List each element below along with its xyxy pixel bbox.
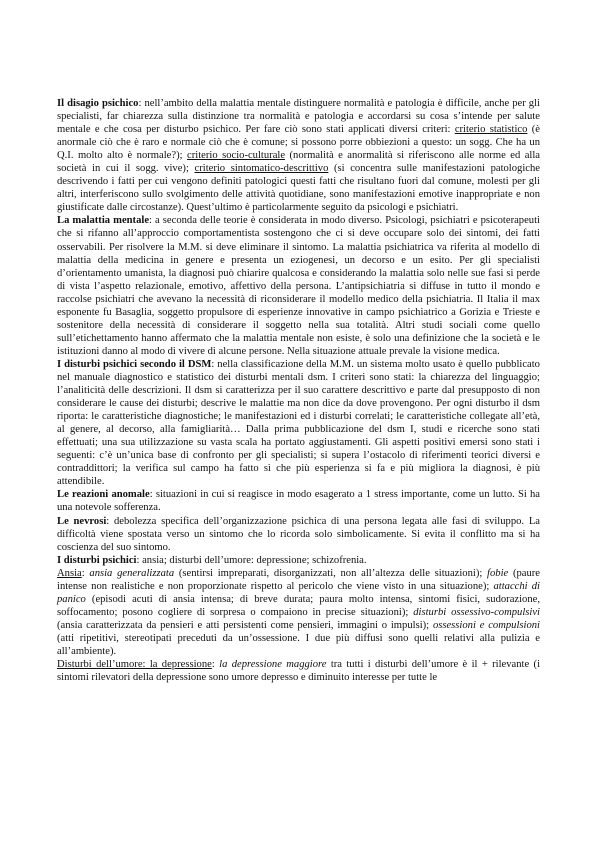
text-run: : a seconda delle teorie è considerata in modo diverso. Psicologi, psichiatri e psicoterapeuti che si rifanno all’approccio comportamentista sostengono che ci si deve occupare solo dei sintomi, dei fatti osservabili. Per risolvere la M.M. si deve eliminare il sintomo. La malattia psichiatrica va riferita al modello di malattia della medicina in genere e presenta un eziogenesi, un decorso e un esito. Per gli specialisti d’orientamento umanista, la diagnosi può chiarire qualcosa e considerando la malattia solo nelle sue fasi si perde di vista l’aspetto relazionale, emotivo, affettivo della persona. L’antipsichiatria si diffuse in tutto il mondo e raccolse psichiatri che avevano la necessità di riconsiderare il modello medico della psichiatria. Il Italia il max esponente fu Basaglia, soggetto propulsore di esperienze innovative in campo psichiatrico a Gorizia e Trieste e sostenitore della necessità di considerare il soggetto nella sua totalità. Altri studi sociali come quello sull’etichettamento hanno affermato che la malattia mentale non esiste, è solo una definizione che la società e le istituzioni danno al modo di vivere di alcune persone. Nella situazione attuale prevale la visione medica. [57,215,540,357]
text-run: : [211,659,220,671]
paragraph-reazioni-anomale [57,488,540,514]
text-run: (ansia caratterizzata da pensieri e atti persistenti come pensieri, immagini o impulsi); [57,619,433,631]
italic-term: ansia generalizzata [89,567,175,579]
italic-term: disturbi ossessivo-compulsivi [413,606,540,618]
text-run: : nella classificazione della M.M. un sistema molto usato è quello pubblicato nel manuale diagnostico e statistico dei disturbi mentali dsm. I criteri sono stati: la chiarezza del linguaggio; l’analiticità delle descrizioni. Il dsm si caratterizza per il suo carattere descrittivo e parte dal presupposto di non considerare le cause dei disturbi; descrive le malattie ma non dice da dove provengono. Per ogni disturbo il dsm riporta: le caratteristiche diagnostiche; le manifestazioni ed i disturbi correlati; le caratteristiche collegate all’età, al genere, al decorso, alla famigliarità… Dalla prima pubblicazione del dsm I, studi e ricerche sono stati effettuati; una sua utilizzazione su vasta scala ha portato aggiustamenti. Gli aspetti positivi emersi sono stati i seguenti: c’è un’unica base di confronto per gli specialisti; si supera l’ostacolo di riferimenti teorici diversi e contraddittori; la verifica sul campo ha fatto sì che più esperienza si fa e più migliora la diagnosi, è più attendibile. [57,358,540,488]
text-run: (atti ripetitivi, stereotipati preceduti da un’ossessione. I due più diffusi sono quelli relativi alla pulizia e all’ambiente). [57,632,540,657]
underlined-term: Ansia [57,567,82,579]
text-run: : debolezza specifica dell’organizzazione psichica di una persona legata alle fasi di sviluppo. La difficoltà viene spostata verso un sintomo che lo ricorda solo simbolicamente. Si evita il conflitto ma si ha coscienza del suo sintomo. [57,515,540,553]
section-heading: Il disagio psichico [57,98,139,109]
italic-term: ossessioni e compulsioni [432,619,540,631]
section-heading: I disturbi psichici secondo il DSM [57,358,212,370]
underlined-term: criterio socio-culturale [187,150,286,162]
text-run: (paure intense non realistiche e non proporzionate rispetto al pericolo che viene visto in una situazione); [57,567,541,592]
italic-term: attacchi di panico [57,580,540,605]
document-page [57,97,540,684]
text-run: (episodi acuti di ansia intensa; di breve durata; paura molto intensa, sintomi fisici, sudorazione, soffocamento; posono cogliere di sorpresa o compaiono in precise situazioni); [57,593,540,618]
text-run: (normalità e anormalità si riferiscono alle norme ed alla società in cui il sogg. vive); [57,150,540,175]
underlined-term: Disturbi dell’umore: la depressione [57,659,212,671]
italic-term: fobie [487,567,509,579]
text-run: : nell’ambito della malattia mentale distinguere normalità e patologia è difficile, anche per gli specialisti, far chiarezza sulla distinzione tra normalità e patologia e accordarsi su cosa s’intende per salute mentale e che cosa per disturbo psichico. Per fare ciò sono stati applicati diversi criteri: [57,98,540,136]
text-run: (si concentra sulle manifestazioni patologiche descrivendo i fatti per cui vengono definiti patologici questi fatti che risultano fuori dal comune, molesti per gli altri, interferiscono sullo svolgimento delle attività quotidiane, sono manifestazioni emotive inappropriate e non giustificate dalle circostanze). Quest’ultimo è particolarmente seguito da psicologi e psichiatri. [57,163,540,214]
section-heading: Le nevrosi [57,515,107,527]
paragraph-ansia [57,567,540,658]
paragraph-malattia-mentale [57,214,540,358]
paragraph-disturbi-dsm [57,358,540,488]
paragraph-disturbi-psichici [57,554,540,567]
text-run: : situazioni in cui si reagisce in modo esagerato a 1 stress importante, come un lutto. Si ha una notevole sofferenza. [57,489,540,514]
underlined-term: criterio sintomatico-descrittivo [194,163,329,175]
text-run: (sentirsi impreparati, disorganizzati, non all’altezza delle situazioni); [174,567,488,579]
section-heading: I disturbi psichici [57,554,137,566]
paragraph-disturbi-umore [57,658,540,684]
section-heading: Le reazioni anomale [57,489,150,501]
text-run: : ansia; disturbi dell’umore: depressione; schizofrenia. [136,554,367,566]
text-run: : [81,567,90,579]
underlined-term: criterio statistico [454,124,528,136]
text-run: tra tutti i disturbi dell’umore è il + rilevante (i sintomi rilevatori della depressione sono umore depresso e diminuito interesse per tutte le [57,659,541,684]
paragraph-disagio-psichico [57,97,540,214]
section-heading: La malattia mentale [57,215,150,227]
paragraph-nevrosi [57,515,540,554]
italic-term: la depressione maggiore [219,659,327,671]
text-run: (è anormale ciò che è raro e normale ciò che è comune; si possono porre obbiezioni a questo: un sogg. Che ha un Q.I. molto alto è normale?); [57,124,540,162]
